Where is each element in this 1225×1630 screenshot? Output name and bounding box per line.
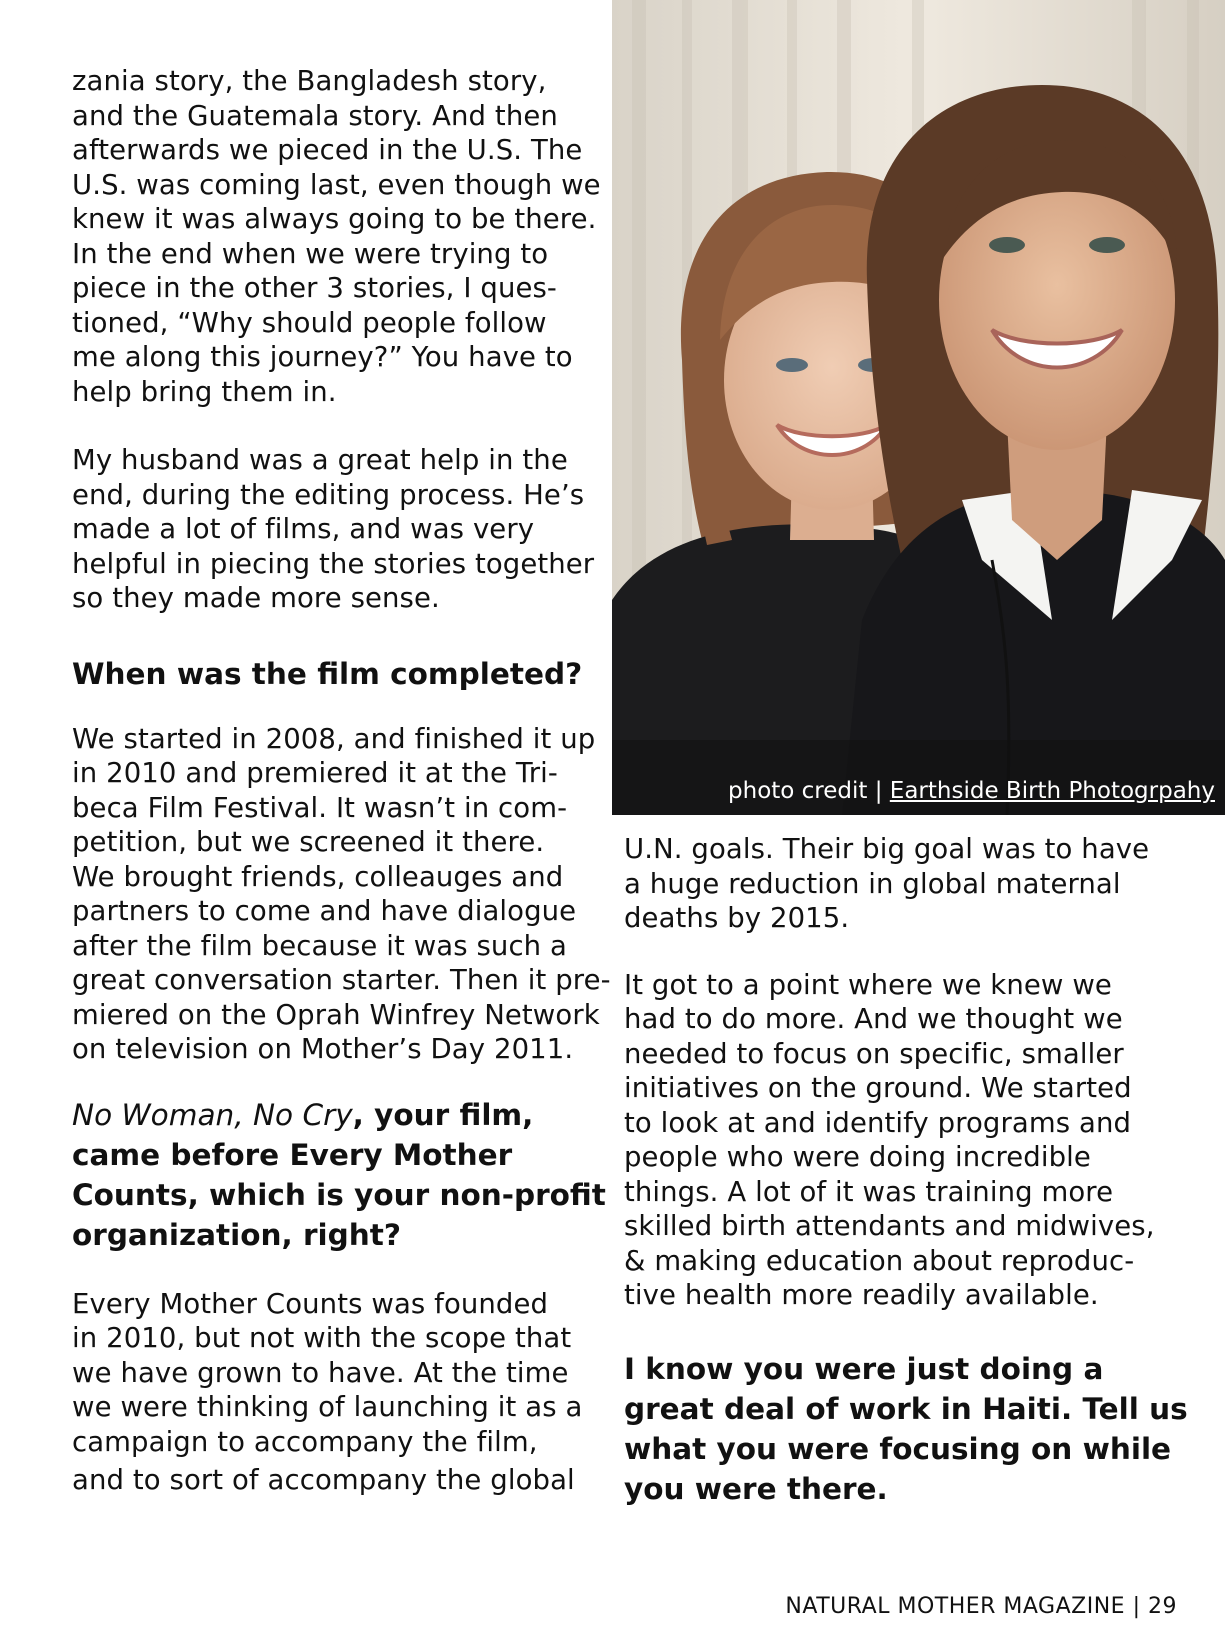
text-line: so they made more sense. [72,582,440,614]
text-line: & making education about reproduc- [624,1244,1135,1277]
right-column [624,832,1194,1509]
page-number: 29 [1148,1594,1177,1619]
film-title: No Woman, No Cry [72,1097,353,1132]
left-paragraph-1 [72,64,612,409]
heading-line: organization, right? [72,1217,401,1252]
text-line: made a lot of films, and was very [72,513,535,545]
heading-line: you were there. [624,1471,888,1506]
photo-illustration [612,0,1225,815]
text-line: things. A lot of it was training more [624,1175,1114,1208]
text-line: U.S. was coming last, even though we [72,168,601,201]
heading-line [72,1095,612,1135]
text-line: It got to a point where we knew we [624,968,1112,1001]
heading-line: I know you were just doing a [624,1351,1104,1386]
text-line: tive health more readily available. [624,1279,1099,1311]
text-line: piece in the other 3 stories, I ques- [72,272,557,304]
text-line: U.N. goals. Their big goal was to have [624,833,1150,865]
left-paragraph-2 [72,443,612,616]
text-line: in 2010 and premiered it at the Tri- [72,757,558,789]
photo-credit-link[interactable]: Earthside Birth Photogrpahy [889,778,1215,804]
text-line: We brought friends, colleauges and [72,860,564,893]
left-paragraph-3 [72,722,612,1067]
portrait-photo [612,0,1225,815]
heading-line: Counts, which is your non-profit [72,1177,606,1212]
text-line: helpful in piecing the stories together [72,547,595,580]
photo-credit-label: photo credit | [728,778,883,804]
text-line: miered on the Oprah Winfrey Network [72,998,600,1031]
page-footer [785,1594,1177,1620]
text-line: had to do more. And we thought we [624,1003,1123,1035]
text-line: beca Film Festival. It wasn’t in com- [72,791,568,824]
question-heading-3 [624,1349,1194,1509]
text-line: needed to focus on specific, smaller [624,1037,1124,1070]
text-line: we have grown to have. At the time [72,1356,569,1389]
question-heading: When was the film completed? [72,656,583,691]
heading-fragment: , your film, [352,1097,534,1132]
text-line: petition, but we screened it there. [72,826,545,858]
right-paragraph-1 [624,832,1194,936]
text-line: zania story, the Bangladesh story, [72,65,547,97]
left-paragraph-4 [72,1287,612,1498]
text-line: afterwards we pieced in the U.S. The [72,134,583,166]
text-line: we were thinking of launching it as a [72,1391,583,1423]
text-line: My husband was a great help in the [72,444,568,476]
footer-separator: | [1132,1594,1141,1619]
heading-line: great deal of work in Haiti. Tell us [624,1391,1188,1426]
text-line: In the end when we were trying to [72,237,549,270]
text-line: partners to come and have dialogue [72,895,577,927]
text-line: skilled birth attendants and midwives, [624,1210,1155,1242]
text-line: a huge reduction in global maternal [624,867,1121,900]
text-line: after the film because it was such a [72,929,568,962]
text-line: campaign to accompany the film, [72,1425,538,1458]
text-line: Every Mother Counts was founded [72,1287,549,1320]
text-line: and to sort of accompany the global [72,1464,575,1496]
question-heading-2 [72,1095,612,1255]
text-line: We started in 2008, and finished it up [72,722,596,755]
text-line: in 2010, but not with the scope that [72,1322,572,1354]
text-line: knew it was always going to be there. [72,203,597,235]
heading-line: what you were focusing on while [624,1431,1172,1466]
text-line: tioned, “Why should people follow [72,306,547,339]
text-line: initiatives on the ground. We started [624,1072,1132,1104]
text-line: and the Guatemala story. And then [72,99,558,132]
text-line: on television on Mother’s Day 2011. [72,1033,574,1065]
text-line: people who were doing incredible [624,1141,1091,1173]
right-paragraph-2 [624,968,1194,1313]
magazine-name: NATURAL MOTHER MAGAZINE [785,1594,1126,1619]
text-line: me along this journey?” You have to [72,341,573,373]
text-line: end, during the editing process. He’s [72,478,585,511]
text-line: help bring them in. [72,375,337,408]
text-line: great conversation starter. Then it pre- [72,964,611,996]
text-line: to look at and identify programs and [624,1106,1132,1139]
photo-credit [728,777,1215,805]
left-column [72,64,612,1498]
heading-line: came before Every Mother [72,1137,513,1172]
text-line: deaths by 2015. [624,902,850,934]
